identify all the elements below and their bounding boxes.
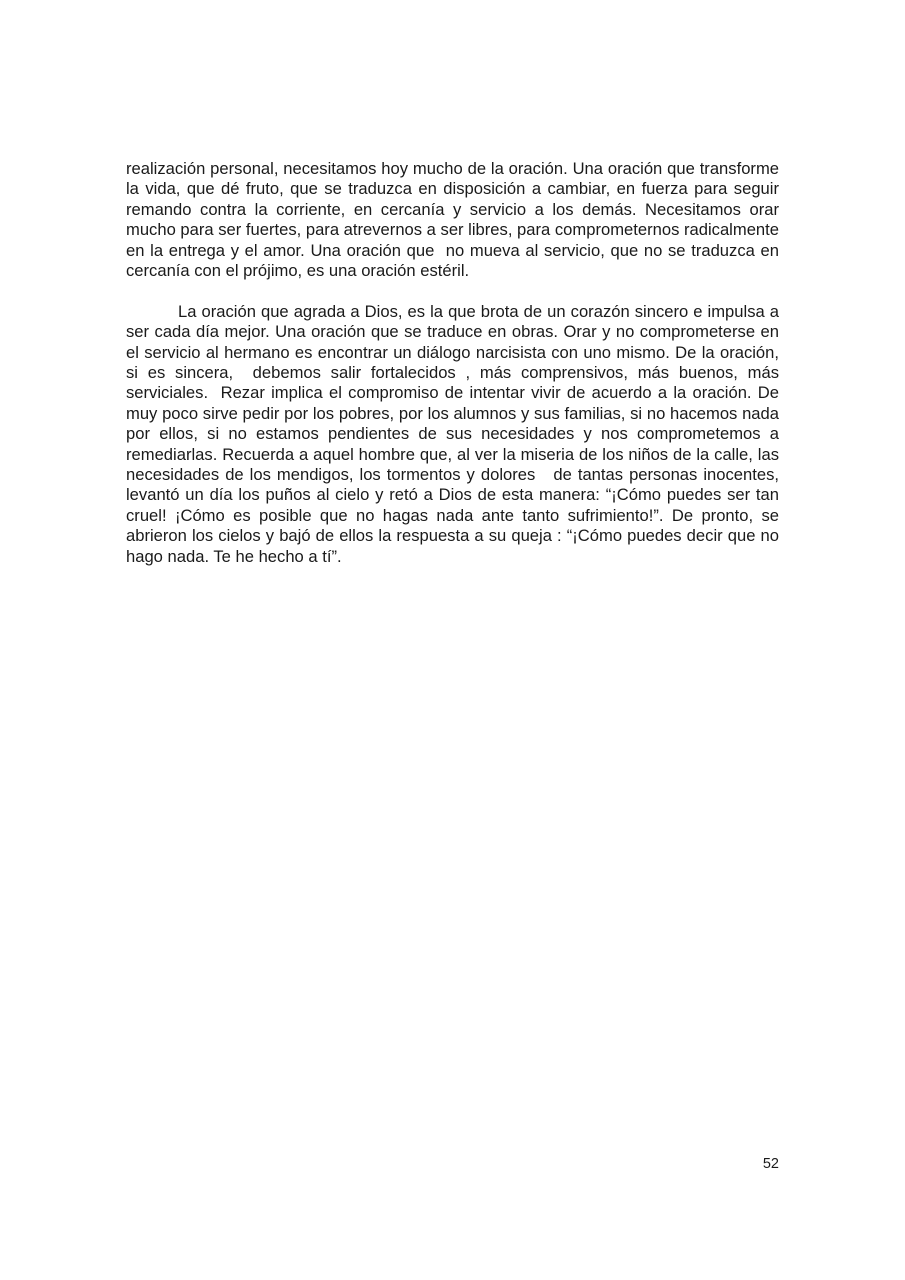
body-text — [126, 159, 789, 567]
paragraph-2: La oración que agrada a Dios, es la que brota de un corazón sincero e impulsa a ser cada día mejor. Una oración que se traduce en obras. Orar y no comprometerse en el servicio al hermano es encontrar un diálogo narcisista con uno mismo. De la oración, si es sincera, debemos salir fortalecidos , más comprensivos, más buenos, más serviciales. Rezar implica el compromiso de intentar vivir de acuerdo a la oración. De muy poco sirve pedir por los pobres, por los alumnos y sus familias, si no hacemos nada por ellos, si no estamos pendientes de sus necesidades y nos comprometemos a remediarlas. Recuerda a aquel hombre que, al ver la miseria de los niños de la calle, las necesidades de los mendigos, los tormentos y dolores de tantas personas inocentes, levantó un día los puños al cielo y retó a Dios de esta manera: “¡Cómo puedes ser tan cruel! ¡Cómo es posible que no hagas nada ante tanto sufrimiento!”. De pronto, se abrieron los cielos y bajó de ellos la respuesta a su queja : “¡Cómo puedes decir que no hago nada. Te he hecho a tí”. — [126, 301, 789, 566]
page-number: 52 — [762, 1156, 779, 1172]
paragraph-1: realización personal, necesitamos hoy mucho de la oración. Una oración que transforme la vida, que dé fruto, que se traduzca en disposición a cambiar, en fuerza para seguir remando contra la corriente, en cercanía y servicio a los demás. Necesitamos orar mucho para ser fuertes, para atrevernos a ser libres, para comprometernos radicalmente en la entrega y el amor. Una oración que no mueva al servicio, que no se traduzca en cercanía con el prójimo, es una oración estéril. — [126, 159, 784, 281]
